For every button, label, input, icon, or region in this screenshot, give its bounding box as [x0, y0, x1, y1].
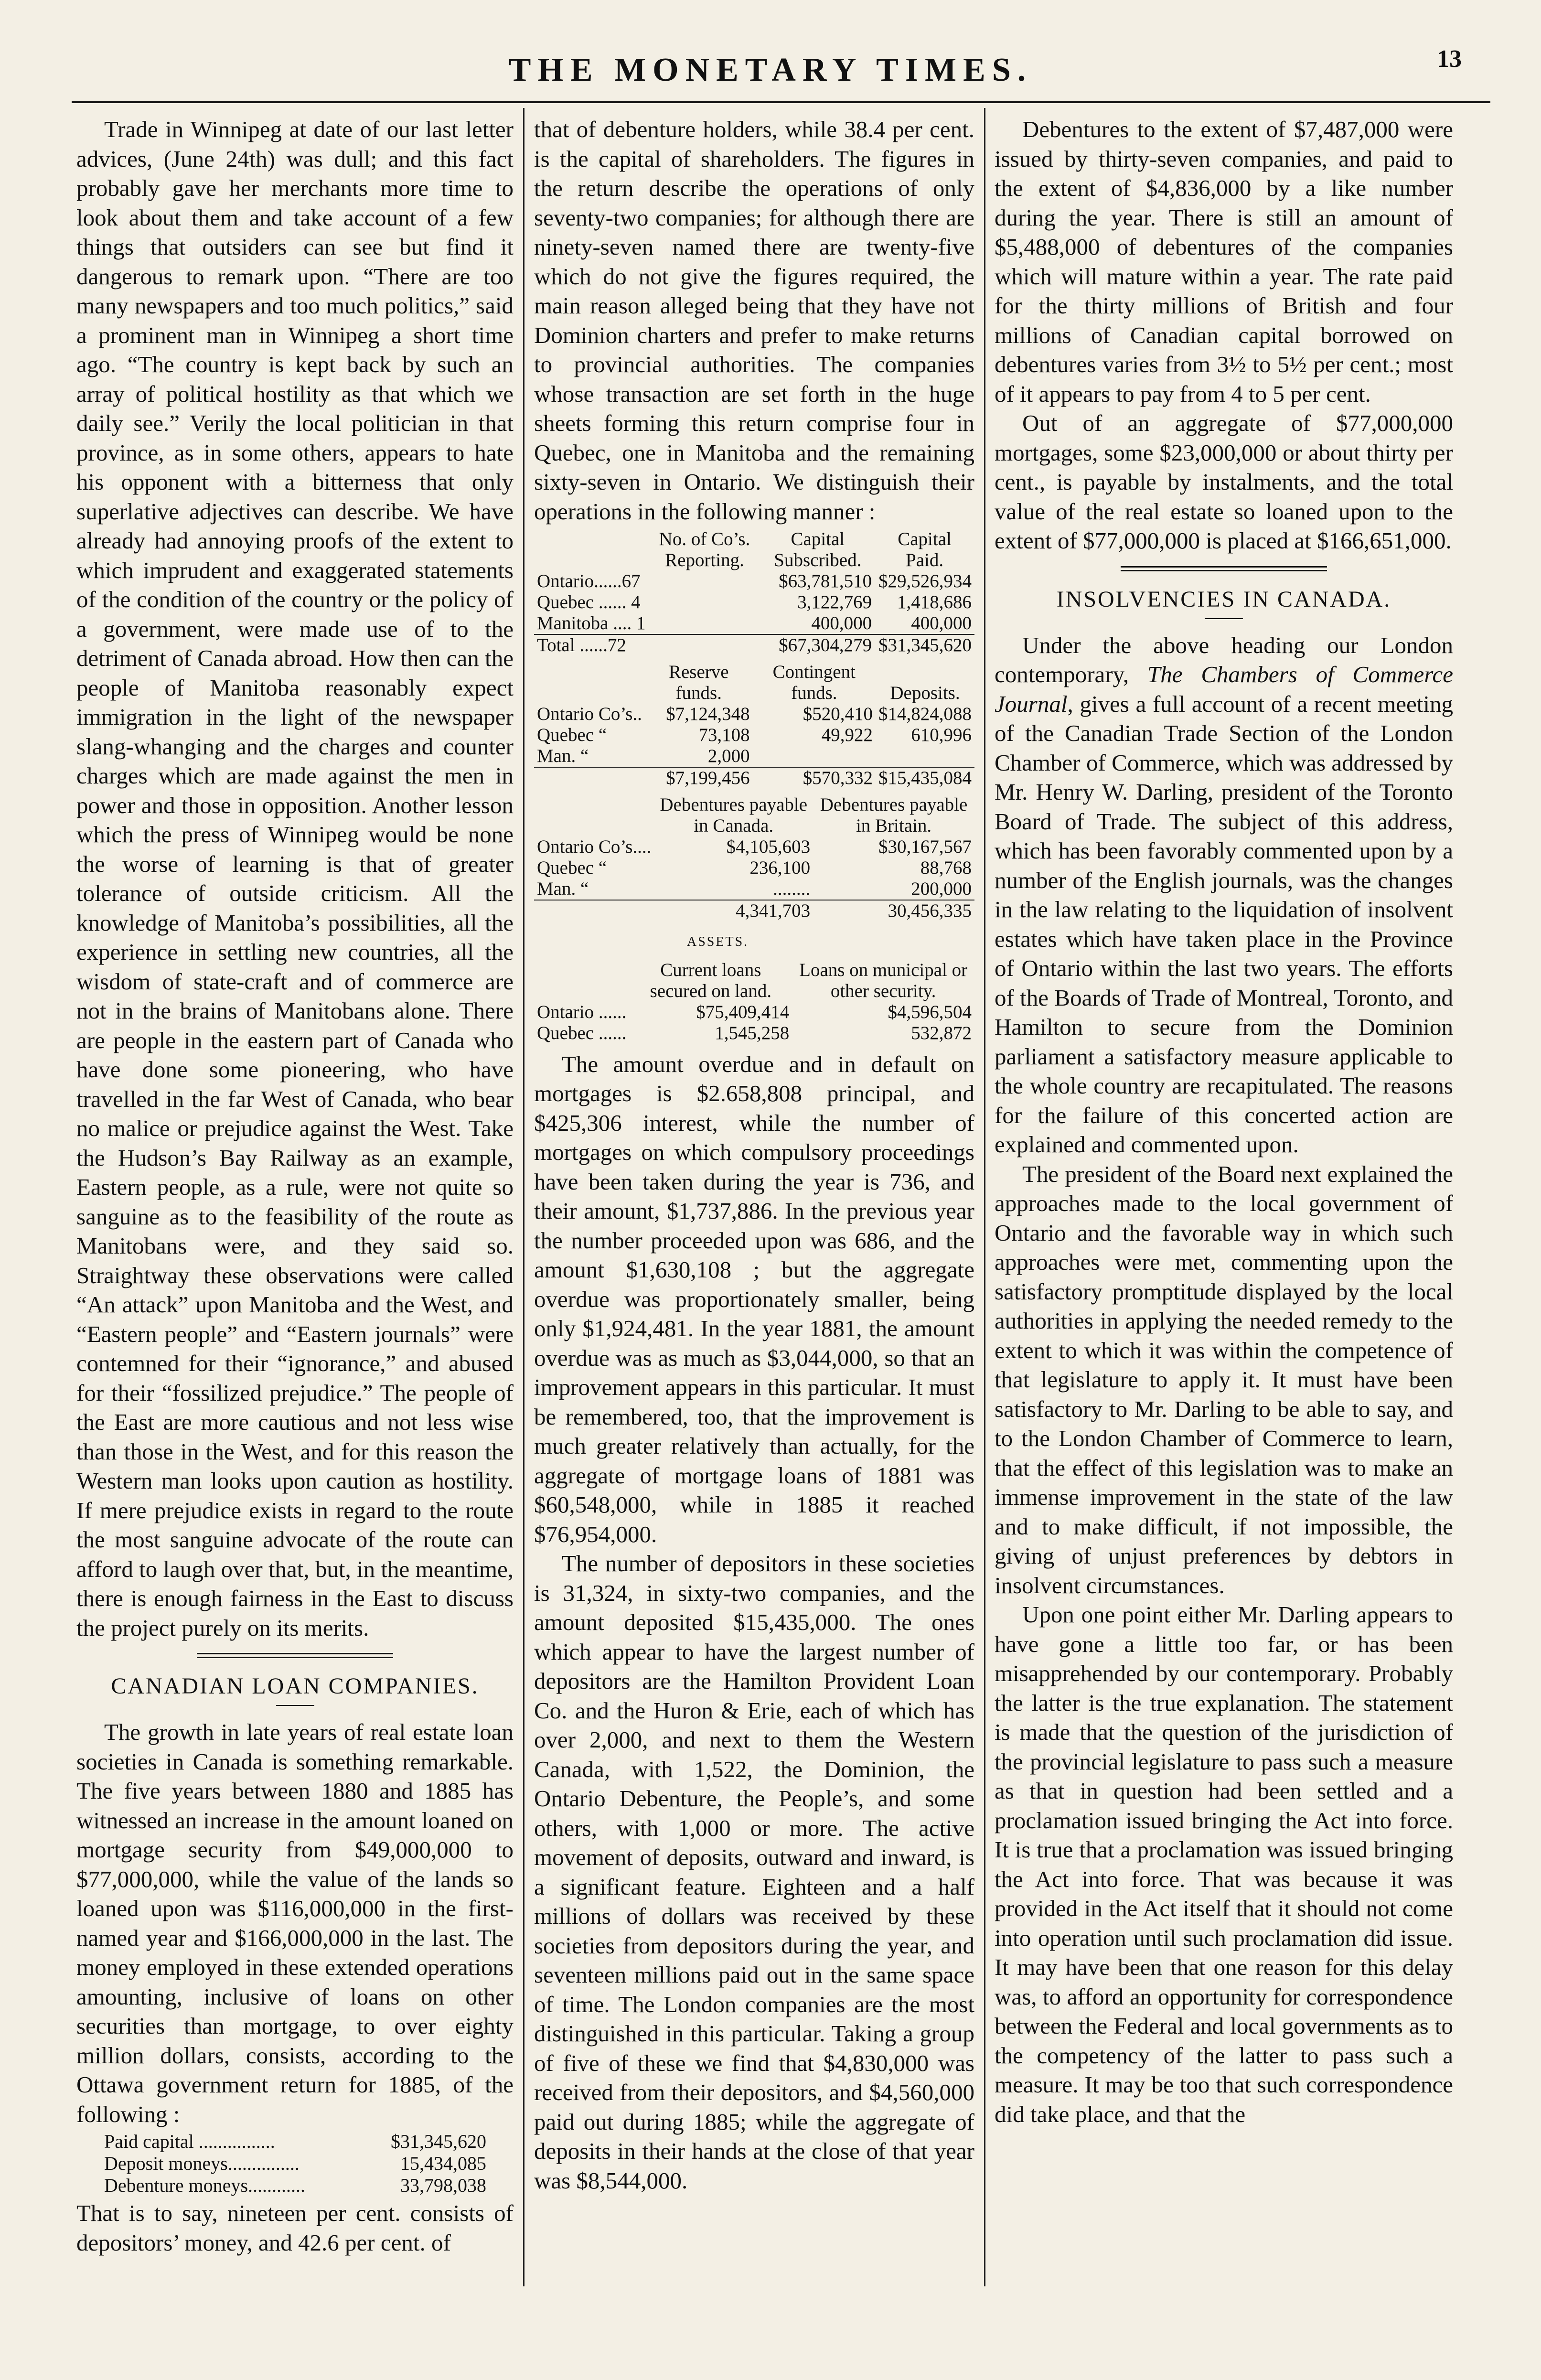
table-row: Ontario Co’s.. $7,124,348 $520,410 $14,824,088: [537, 704, 972, 724]
table-debentures: Debentures payable in Canada. Debentures payable in Britain. Ontario Co’s.... $4,105,603 $30,167,567 Quebec “ 236,100 88,768 Man. “ ........ 200,000 4,341,703 30,456,335: [534, 794, 974, 922]
table-row: Ontario ...... $75,409,414 $4,596,504: [537, 1001, 972, 1022]
column-divider-left: [523, 108, 524, 2286]
table-row: Quebec “ 236,100 88,768: [537, 858, 972, 878]
table-total-row: 4,341,703 30,456,335: [534, 900, 974, 922]
table-row: Quebec ...... 1,545,258 532,872: [537, 1022, 972, 1043]
capital-list: [104, 2131, 514, 2197]
section-separator: [197, 1653, 394, 1658]
depositors-paragraph: The number of depositors in these societies is 31,324, in sixty-two companies, and the amount deposited $15,435,000. The ones which appear to have the largest number of depositors are the Hamilton Provident Loan Co. and the Huron & Erie, each of which has over 2,000, and next to them the Western Canada, with 1,522, the Dominion, the Ontario Debenture, the People’s, and some others, with 1,000 or more. The active movement of deposits, outward and inward, is a significant feature. Eighteen and a half millions of dollars was received by these societies from depositors during the year, and seventeen millions paid out in the same space of time. The London companies are the most distinguished in this particular. Taking a group of five of these we find that $4,830,000 was received from their depositors, and $4,560,000 paid out during 1885; while the aggregate of deposits in their hands at the close of that year was $8,544,000.: [534, 1550, 974, 2194]
table-row: Man. “ ........ 200,000: [537, 879, 972, 899]
table-assets: Current loans secured on land. Loans on municipal or other security. Ontario ...... $75,409,414 $4,596,504 Quebec ...... 1,545,258 532,872: [534, 960, 974, 1044]
table-capital: No. of Co’s. Reporting. Capital Subscribed. Capital Paid. Ontario......67 $63,781,510 $29,526,934 Quebec ...... 4 3,122,769 1,418,686 Manitoba .... 1 400,000 400,000 Total ......72 $67,304,279 $31,345,620: [534, 529, 974, 656]
heading-rule: [1205, 618, 1243, 619]
heading-rule: [276, 1705, 314, 1706]
section-separator: [1121, 566, 1327, 571]
insolvencies-heading: INSOLVENCIES IN CANADA.: [1056, 586, 1391, 612]
table-reserves: Reserve funds. Contingent funds. Deposits. Ontario Co’s.. $7,124,348 $520,410 $14,824,088 Quebec “ 73,108 49,922 610,996 Man. “ 2,000 $7,199,456 $570,332 $15,435,084: [534, 662, 974, 789]
loan-companies-continued: That is to say, nineteen per cent. consists of depositors’ money, and 42.6 per cent. of: [76, 2200, 514, 2256]
table-total-row: $7,199,456 $570,332 $15,435,084: [534, 767, 974, 789]
page-number: 13: [1437, 45, 1462, 73]
column-3: [995, 115, 1453, 2284]
header-rule: [72, 101, 1490, 103]
debentures-paragraph: Debentures to the extent of $7,487,000 were issued by thirty-seven companies, and paid to the extent of $4,836,000 by a like number during the year. There is still an amount of $5,488,000 of debentures of the companies which will mature within a year. The rate paid for the thirty millions of British and four millions of Canadian capital borrowed on debentures varies from 3½ to 5½ per cent.; most of it appears to pay from 4 to 5 per cent.: [995, 116, 1453, 407]
insolvencies-paragraph-3: Upon one point either Mr. Darling appears to have gone a little too far, or has been misapprehended by our contemporary. Probably the latter is the true explanation. The statement is made that the question of the jurisdiction of the provincial legislature to pass such a measure as that in question had been settled and a proclamation issued bringing the Act into force. It is true that a proclamation was issued bringing the Act into force. That was because it was provided in the Act itself that it should not come into operation until such proclamation did issue. It may have been that one reason for this delay was, to afford an opportunity for correspondence between the Federal and local governments as to the competency of the latter to pass such a measure. It may be too that such correspondence did take place, and that the: [995, 1601, 1453, 2127]
table-row: Ontario Co’s.... $4,105,603 $30,167,567: [537, 836, 972, 857]
capital-list-row: Debenture moneys............ 33,798,038: [104, 2175, 486, 2196]
insolvencies-paragraph-2: The president of the Board next explained the approaches made to the local government of Ontario and the favorable way in which such approaches were met, commenting upon the satisfactory promptitude displayed by the local authorities in applying the needed remedy to the extent to which it was within the competence of that legislature to apply it. It must have been satisfactory to Mr. Darling to be able to say, and to the London Chamber of Commerce to learn, that the effect of this legislation was to make an immense improvement in the state of the law and to make difficult, if not impossible, the giving of unjust preferences by debtors in insolvent circumstances.: [995, 1160, 1453, 1598]
table-row: Quebec ...... 4 3,122,769 1,418,686: [537, 592, 972, 612]
table-total-row: Total ......72 $67,304,279 $31,345,620: [534, 634, 974, 656]
insolvencies-intro: Under the above heading our London contemporary, The Chambers of Commerce Journal, gives a full account of a recent meeting of the Canadian Trade Section of the London Chamber of Commerce, which was addressed by Mr. Henry W. Darling, president of the Toronto Board of Trade. The subject of this address, which has been favorably commented upon by a number of the English journals, was the changes in the law relating to the liquidation of insolvent estates which have taken place in the Province of Ontario within the last two years. The efforts of the Boards of Trade of Montreal, Toronto, and Hamilton to secure from the Dominion parliament a satisfactory measure applicable to the whole country are recapitulated. The reasons for the failure of this concerted action are explained and commented upon.: [995, 632, 1453, 1158]
table-row: Ontario......67 $63,781,510 $29,526,934: [537, 571, 972, 591]
loan-companies-col2-para: that of debenture holders, while 38.4 per cent. is the capital of shareholders. The figures in the return describe the operations of only seventy-two companies; for although there are ninety-seven named there are twenty-five which do not give the figures required, the main reason alleged being that they have not Dominion charters and prefer to make returns to provincial authorities. The companies whose transaction are set forth in the huge sheets forming this return comprise four in Quebec, one in Manitoba and the remaining sixty-seven in Ontario. We distinguish their operations in the following manner :: [534, 116, 974, 525]
loan-companies-intro: The growth in late years of real estate loan societies in Canada is something remarkable. The five years between 1880 and 1885 has witnessed an increase in the amount loaned on mortgage security from $49,000,000 to $77,000,000, while the value of the lands so loaned upon was $116,000,000 in the first-named year and $166,000,000 in the last. The money employed in these extended operations amounting, inclusive of loans on other securities than mortgage, to over eighty million dollars, consists, according to the Ottawa government return for 1885, of the following :: [76, 1719, 514, 2127]
column-2: [534, 115, 974, 2284]
assets-label: ASSETS.: [687, 934, 749, 949]
masthead-title: THE MONETARY TIMES.: [508, 52, 1033, 88]
overdue-paragraph: The amount overdue and in default on mortgages is $2.658,808 principal, and $425,306 interest, while the number of mortgages on which compulsory proceedings have been taken during the year is 736, and their amount, $1,737,886. In the previous year the number proceeded upon was 686, and the amount $1,630,108 ; but the aggregate overdue was proportionately smaller, being only $1,924,481. In the year 1881, the amount overdue was as much as $3,044,000, so that an improvement appears in this particular. It must be remembered, too, that the improvement is much greater relatively than actually, for the aggregate of mortgage loans of 1881 was $60,548,000, while in 1885 it reached $76,954,000.: [534, 1051, 974, 1547]
loan-companies-heading: CANADIAN LOAN COMPANIES.: [111, 1673, 479, 1699]
mortgages-paragraph: Out of an aggregate of $77,000,000 mortgages, some $23,000,000 or about thirty per cent., is payable by instalments, and the total value of the real estate so loaned upon to the extent of $77,000,000 is placed at $166,651,000.: [995, 410, 1453, 554]
capital-list-row: Paid capital ................ $31,345,620: [104, 2131, 486, 2152]
capital-list-row: Deposit moneys............... 15,434,085: [104, 2153, 486, 2174]
table-row: Man. “ 2,000: [537, 746, 750, 766]
table-row: Quebec “ 73,108 49,922 610,996: [537, 725, 972, 745]
journal-title: The Chambers of Commerce Journal: [995, 661, 1453, 717]
winnipeg-article: Trade in Winnipeg at date of our last letter advices, (June 24th) was dull; and this fact probably gave her merchants more time to look about them and take account of a few things that outsiders can see but find it dangerous to remark upon. “There are too many newspapers and too much politics,” said a prominent man in Winnipeg a short time ago. “The country is kept back by such an array of political hostility as that which we daily see.” Verily the local politician in that province, as in some others, appears to hate his opponent with a bitterness that only superlative adjectives can describe. We have already had annoying proofs of the extent to which imprudent and exaggerated statements of the condition of the country or the policy of a government, were made use of to the detriment of Canada abroad. How then can the people of Manitoba reasonably expect immigration in the light of the newspaper slang-whanging and the charges and counter charges which are made against the men in power and those in opposition. Another lesson which the press of Winnipeg would be none the worse of learning is that of greater tolerance of outside criticism. All the knowledge of Manitoba’s possibilities, all the experience in settling new countries, all the wisdom of state-craft and of commerce are not in the brains of Manitobans alone. There are people in the eastern part of Canada who have done some pioneering, who have travelled in the far West of Canada, who bear no malice or prejudice against the West. Take the Hudson’s Bay Railway as an example, Eastern people, as a rule, were not quite so sanguine as to the feasibility of the route as Manitobans were, and they said so. Straightway these observations were called “An attack” upon Manitoba and the West, and “Eastern people” and “Eastern journals” were contemned for their “ignorance,” and abused for their “fossilized prejudice.” The people of the East are more cautious and not less wise than those in the West, and for this reason the Western man looks upon caution as hostility. If mere prejudice exists in regard to the route the most sanguine advocate of the route can afford to laugh over that, but, in the meantime, there is enough fairness in the East to discuss the project purely on its merits.: [76, 116, 514, 1641]
column-divider-right: [984, 108, 985, 2286]
table-row: Manitoba .... 1 400,000 400,000: [537, 613, 972, 633]
column-1: [76, 115, 514, 2284]
